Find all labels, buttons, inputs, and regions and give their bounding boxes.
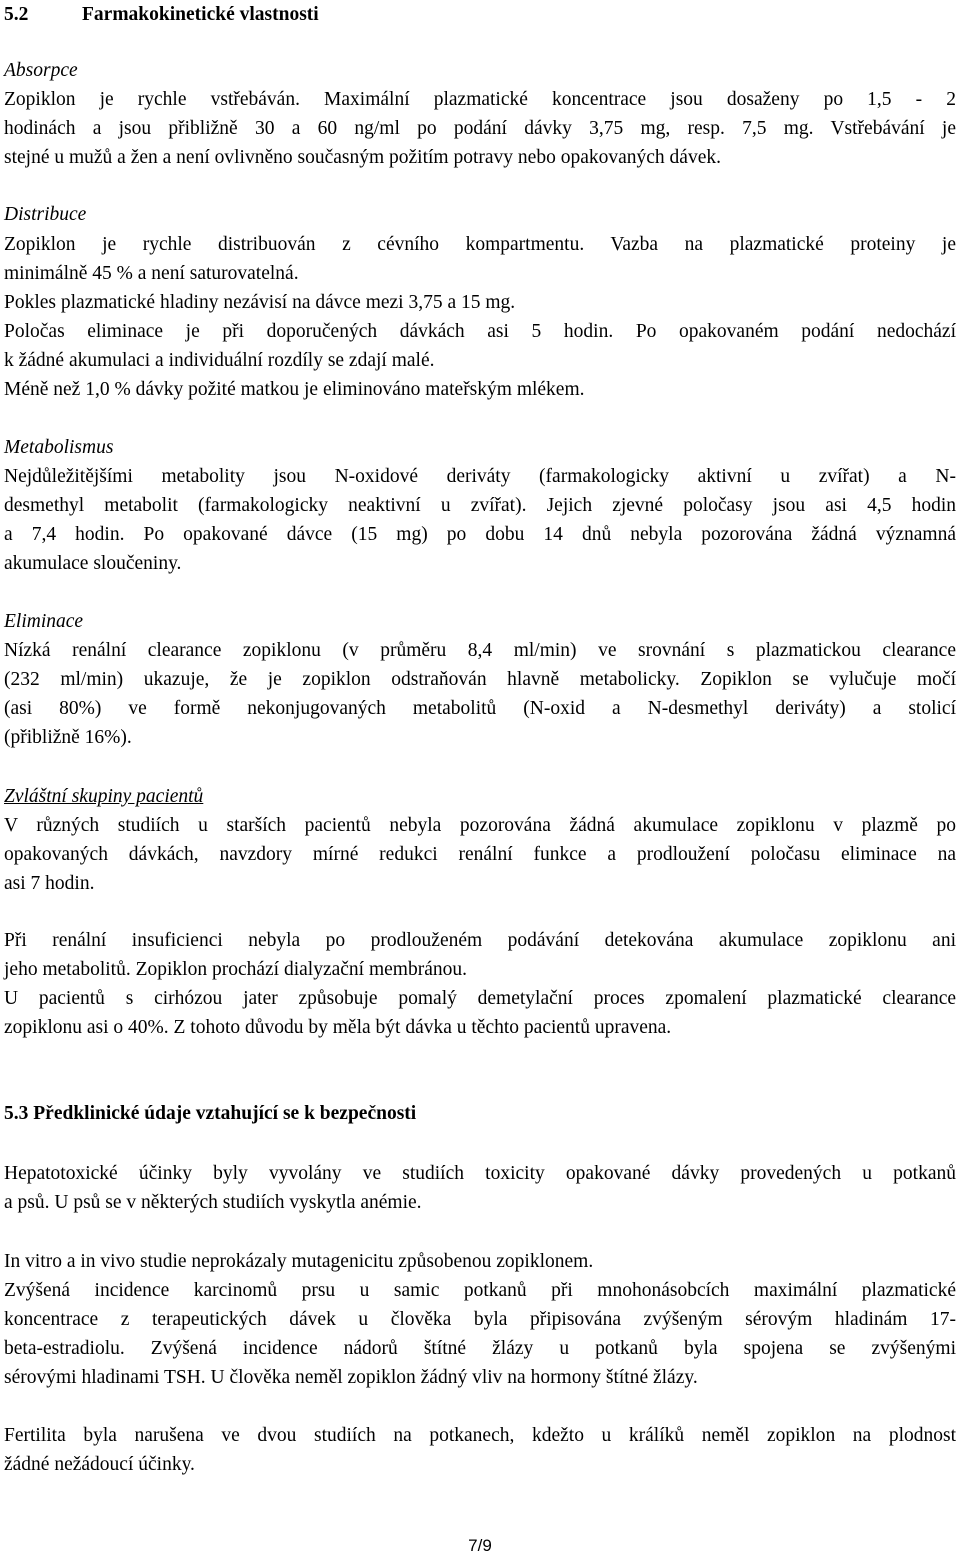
paragraph-line: Fertilita byla narušena ve dvou studiích na potkanech, kdežto u králíků neměl zopiklon na plodnost [4, 1425, 956, 1446]
paragraph-line: beta-estradiolu. Zvýšená incidence nádorů štítné žlázy u potkanů byla spojena se zvýšenými [4, 1338, 956, 1359]
paragraph-line: (asi 80%) ve formě nekonjugovaných metabolitů (N-oxid a N-desmethyl deriváty) a stolicí [4, 698, 956, 719]
paragraph-line: sérovými hladinami TSH. U člověka neměl zopiklon žádný vliv na hormony štítné žlázy. [4, 1367, 698, 1388]
paragraph-line: Zvýšená incidence karcinomů prsu u samic potkanů při mnohonásobcích maximální plazmatické [4, 1280, 956, 1301]
section-number: 5.3 [4, 1103, 29, 1124]
paragraph-line: (232 ml/min) ukazuje, že je zopiklon odstraňován hlavně metabolicky. Zopiklon se vylučuje močí [4, 669, 956, 690]
paragraph-line: hodinách a jsou přibližně 30 a 60 ng/ml po podání dávky 3,75 mg, resp. 7,5 mg. Vstřebávání je [4, 118, 956, 139]
section-number: 5.2 [4, 4, 29, 25]
paragraph-line: koncentrace z terapeutických dávek u člověka byla připisována zvýšeným sérovým hladinám 17- [4, 1309, 956, 1330]
subheading-metabolismus: Metabolismus [4, 437, 114, 458]
paragraph-line: k žádné akumulaci a individuální rozdíly se zdají malé. [4, 350, 435, 371]
paragraph-line: (přibližně 16%). [4, 727, 132, 748]
paragraph-line: akumulace sloučeniny. [4, 553, 182, 574]
section-heading-5-3 [4, 1099, 956, 1128]
paragraph-line: Hepatotoxické účinky byly vyvolány ve studiích toxicity opakované dávky provedených u potkanů [4, 1163, 956, 1184]
paragraph-line: zopiklonu asi o 40%. Z tohoto důvodu by měla být dávka u těchto pacientů upravena. [4, 1017, 672, 1038]
section-title: Předklinické údaje vztahující se k bezpečnosti [33, 1103, 417, 1124]
paragraph-line: In vitro a in vivo studie neprokázaly mutagenicitu způsobenou zopiklonem. [4, 1251, 594, 1272]
paragraph-line: Nízká renální clearance zopiklonu (v průměru 8,4 ml/min) ve srovnání s plazmatickou clearance [4, 640, 956, 661]
paragraph-line: Nejdůležitějšími metabolity jsou N-oxidové deriváty (farmakologicky aktivní u zvířat) a N- [4, 466, 956, 487]
paragraph-line: Poločas eliminace je při doporučených dávkách asi 5 hodin. Po opakovaném podání nedochází [4, 321, 956, 342]
paragraph-line: Pokles plazmatické hladiny nezávisí na dávce mezi 3,75 a 15 mg. [4, 292, 516, 313]
paragraph-line: stejné u mužů a žen a není ovlivněno současným požitím potravy nebo opakovaných dávek. [4, 147, 721, 168]
paragraph-line: jeho metabolitů. Zopiklon prochází dialyzační membránou. [4, 959, 467, 980]
paragraph-line: a 7,4 hodin. Po opakované dávce (15 mg) po dobu 14 dnů nebyla pozorována žádná významná [4, 524, 956, 545]
paragraph-line: opakovaných dávkách, navzdory mírné redukci renální funkce a prodloužení poločasu eliminace na [4, 844, 956, 865]
paragraph-line: asi 7 hodin. [4, 873, 95, 894]
paragraph-line: Zopiklon je rychle vstřebáván. Maximální plazmatické koncentrace jsou dosaženy po 1,5 - 2 [4, 89, 956, 110]
paragraph-line: žádné nežádoucí účinky. [4, 1454, 195, 1475]
page-number: 7/9 [468, 1536, 492, 1555]
paragraph-line: minimálně 45 % a není saturovatelná. [4, 263, 299, 284]
paragraph-line: a psů. U psů se v některých studiích vyskytla anémie. [4, 1192, 422, 1213]
paragraph-line: Méně než 1,0 % dávky požité matkou je eliminováno mateřským mlékem. [4, 379, 585, 400]
paragraph-line: Při renální insuficienci nebyla po prodlouženém podávání detekována akumulace zopiklonu ani [4, 930, 956, 951]
paragraph-line: U pacientů s cirhózou jater způsobuje pomalý demetylační proces zpomalení plazmatické clearance [4, 988, 956, 1009]
paragraph-line: V různých studiích u starších pacientů nebyla pozorována žádná akumulace zopiklonu v plazmě po [4, 815, 956, 836]
subheading-zvlastni-skupiny: Zvláštní skupiny pacientů [4, 786, 204, 807]
subheading-eliminace: Eliminace [4, 611, 84, 632]
subheading-distribuce: Distribuce [4, 204, 87, 225]
subheading-absorpce: Absorpce [4, 60, 78, 81]
section-heading-5-2 [4, 0, 956, 29]
section-title: Farmakokinetické vlastnosti [82, 4, 319, 25]
paragraph-line: desmethyl metabolit (farmakologicky neaktivní u zvířat). Jejich zjevné poločasy jsou asi 4,5 hodin [4, 495, 956, 516]
paragraph-line: Zopiklon je rychle distribuován z cévního kompartmentu. Vazba na plazmatické proteiny je [4, 234, 956, 255]
